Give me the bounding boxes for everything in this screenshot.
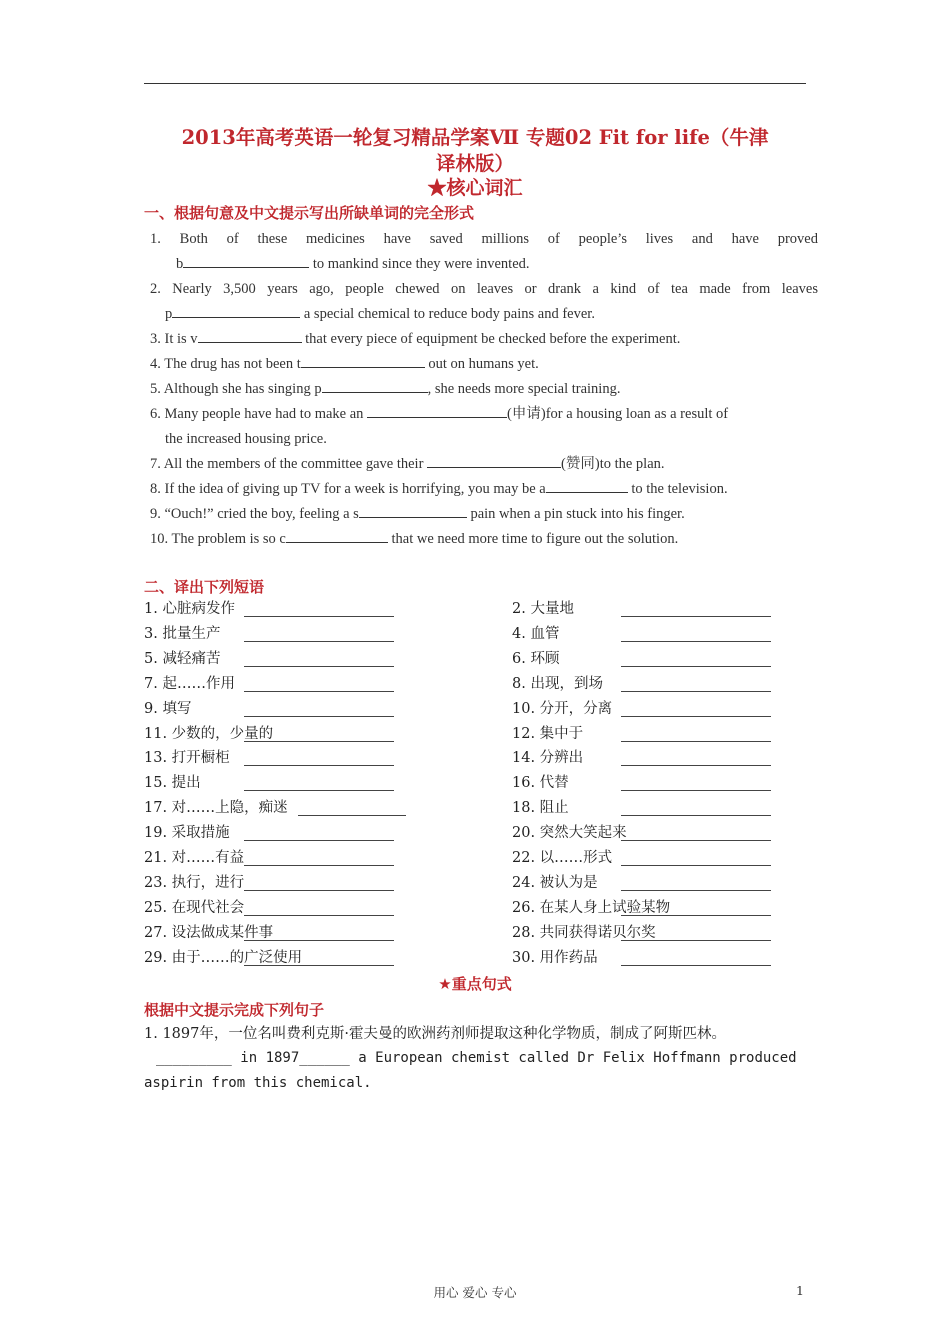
phrase-item-3: 3. 批量生产 — [144, 625, 221, 642]
phrase-item-30: 30. 用作药品 — [512, 949, 598, 966]
phrase-answer-line-1[interactable] — [244, 616, 394, 617]
item-text: 10. The problem is so c — [150, 531, 286, 547]
answer-blank[interactable] — [286, 528, 388, 543]
section-subtitle: ★核心词汇 — [427, 177, 523, 199]
document-title-line2: 译林版） — [435, 152, 514, 175]
phrase-answer-line-26[interactable] — [621, 915, 771, 916]
phrase-item-18: 18. 阻止 — [512, 800, 569, 817]
phrase-item-20: 20. 突然大笑起来 — [512, 825, 627, 842]
item-text: a special chemical to reduce body pains and fever. — [300, 306, 595, 322]
phrase-item-14: 14. 分辨出 — [512, 750, 584, 767]
item-text: 4. The drug has not been t — [150, 356, 301, 372]
exercise-item-2-cont — [165, 302, 595, 327]
phrase-answer-line-21[interactable] — [244, 865, 394, 866]
exercise-item-7 — [150, 452, 818, 477]
item-text: b — [176, 256, 184, 272]
phrase-item-19: 19. 采取措施 — [144, 825, 230, 842]
answer-blank[interactable] — [183, 253, 309, 268]
phrase-answer-line-8[interactable] — [621, 691, 771, 692]
phrase-answer-line-18[interactable] — [621, 815, 771, 816]
phrase-item-21: 21. 对……有益 — [144, 850, 245, 866]
exercise-item-6-cont: the increased housing price. — [165, 431, 327, 447]
answer-blank[interactable] — [322, 378, 428, 393]
phrase-answer-line-3[interactable] — [244, 641, 394, 642]
answer-blank[interactable] — [546, 478, 628, 493]
phrase-answer-line-10[interactable] — [621, 716, 771, 717]
phrase-answer-line-30[interactable] — [621, 965, 771, 966]
phrase-answer-line-7[interactable] — [244, 691, 394, 692]
phrase-item-1: 1. 心脏病发作 — [144, 601, 235, 617]
exercise-item-2: 2. Nearly 3,500 years ago, people chewed on leaves or drank a kind of tea made from leaves — [150, 281, 818, 297]
sentence-1-chinese: 1. 1897年，一位名叫费利克斯·霍夫曼的欧洲药剂师提取这种化学物质，制成了阿斯匹林。 — [144, 1026, 726, 1042]
section2-heading: 二、译出下列短语 — [144, 578, 265, 596]
item-text: 8. If the idea of giving up TV for a week is horrifying, you may be a — [150, 481, 546, 497]
phrase-answer-line-14[interactable] — [621, 765, 771, 766]
item-text: , she needs more special training. — [427, 381, 621, 397]
phrase-answer-line-15[interactable] — [244, 790, 394, 791]
phrase-item-6: 6. 环顾 — [512, 650, 560, 667]
exercise-item-1-cont — [176, 252, 530, 277]
phrase-item-28: 28. 共同获得诺贝尔奖 — [512, 924, 656, 941]
item-text: that we need more time to figure out the solution. — [387, 531, 679, 547]
exercise-item-9 — [150, 502, 818, 527]
item-text: 3. It is v — [150, 331, 198, 347]
phrase-item-12: 12. 集中于 — [512, 725, 584, 742]
exercise-item-1: 1. Both of these medicines have saved millions of people’s lives and have proved — [150, 231, 818, 247]
item-text: that every piece of equipment be checked before the experiment. — [301, 331, 681, 347]
section1-heading: 一、根据句意及中文提示写出所缺单词的完全形式 — [144, 204, 475, 222]
item-text: 9. “Ouch!” cried the boy, feeling a s — [150, 506, 359, 522]
item-text: (申请)for a housing loan as a result of — [507, 406, 729, 422]
item-text: 7. All the members of the committee gave their — [150, 456, 428, 472]
phrase-answer-line-2[interactable] — [621, 616, 771, 617]
exercise-item-10 — [150, 527, 818, 552]
phrase-item-11: 11. 少数的，少量的 — [144, 725, 274, 742]
section3-star-heading: ★重点句式 — [438, 975, 512, 993]
phrase-item-9: 9. 填写 — [144, 700, 192, 717]
answer-blank[interactable] — [198, 328, 302, 343]
phrase-answer-line-20[interactable] — [621, 840, 771, 841]
page-number: 1 — [796, 1283, 804, 1298]
phrase-item-29: 29. 由于……的广泛使用 — [144, 949, 303, 966]
phrase-item-10: 10. 分开，分离 — [512, 700, 613, 717]
section3-heading: 根据中文提示完成下列句子 — [144, 1001, 325, 1019]
phrase-item-15: 15. 提出 — [144, 775, 201, 792]
phrase-item-23: 23. 执行，进行 — [144, 874, 245, 891]
phrase-answer-line-17[interactable] — [298, 815, 406, 816]
phrase-item-22: 22. 以……形式 — [512, 850, 613, 866]
phrase-answer-line-27[interactable] — [244, 940, 394, 941]
item-text: out on humans yet. — [424, 356, 539, 372]
answer-blank[interactable] — [359, 503, 467, 518]
phrase-item-8: 8. 出现，到场 — [512, 675, 603, 692]
phrase-item-16: 16. 代替 — [512, 775, 569, 792]
item-text: p — [165, 306, 173, 322]
answer-blank[interactable] — [367, 403, 507, 418]
phrase-answer-line-16[interactable] — [621, 790, 771, 791]
exercise-item-6 — [150, 402, 818, 427]
phrase-answer-line-28[interactable] — [621, 940, 771, 941]
phrase-item-17: 17. 对……上隐，痴迷 — [144, 800, 288, 817]
phrase-answer-line-24[interactable] — [621, 890, 771, 891]
item-text: (赞同)to the plan. — [561, 456, 665, 472]
phrase-item-26: 26. 在某人身上试验某物 — [512, 899, 671, 916]
exercise-item-8 — [150, 477, 818, 502]
exercise-item-4 — [150, 352, 818, 377]
phrase-answer-line-9[interactable] — [244, 716, 394, 717]
item-text: pain when a pin stuck into his finger. — [466, 506, 685, 522]
phrase-item-7: 7. 起……作用 — [144, 675, 235, 692]
phrase-item-25: 25. 在现代社会 — [144, 899, 245, 916]
sentence-1-english-line2: aspirin from this chemical. — [144, 1075, 372, 1091]
exercise-item-3 — [150, 327, 818, 352]
phrase-item-2: 2. 大量地 — [512, 601, 574, 617]
answer-blank[interactable] — [172, 303, 300, 318]
page-footer: 用心 爱心 专心 — [433, 1285, 517, 1300]
item-text: to the television. — [627, 481, 728, 497]
phrase-item-24: 24. 被认为是 — [512, 874, 598, 891]
header-rule — [144, 83, 806, 84]
document-title-line1: 2013年高考英语一轮复习精品学案Ⅶ 专题02 Fit for life（牛津 — [181, 126, 769, 149]
phrase-item-4: 4. 血管 — [512, 625, 560, 642]
phrase-answer-line-12[interactable] — [621, 741, 771, 742]
phrase-answer-line-25[interactable] — [244, 915, 394, 916]
phrase-answer-line-11[interactable] — [244, 741, 394, 742]
phrase-answer-line-19[interactable] — [244, 840, 394, 841]
item-text: to mankind since they were invented. — [309, 256, 530, 272]
answer-blank[interactable] — [301, 353, 425, 368]
phrase-item-5: 5. 减轻痛苦 — [144, 650, 221, 667]
phrase-answer-line-23[interactable] — [244, 890, 394, 891]
phrase-answer-line-22[interactable] — [621, 865, 771, 866]
phrase-item-27: 27. 设法做成某件事 — [144, 924, 274, 941]
phrase-answer-line-5[interactable] — [244, 666, 394, 667]
answer-blank[interactable] — [427, 453, 561, 468]
phrase-item-13: 13. 打开橱柜 — [144, 750, 230, 767]
item-text: 6. Many people have had to make an — [150, 406, 368, 422]
phrase-answer-line-29[interactable] — [244, 965, 394, 966]
item-text: 5. Although she has singing p — [150, 381, 322, 397]
phrase-answer-line-6[interactable] — [621, 666, 771, 667]
sentence-1-english-line1: _________ in 1897______ a European chemist called Dr Felix Hoffmann produced — [156, 1050, 797, 1066]
phrase-answer-line-13[interactable] — [244, 765, 394, 766]
exercise-item-5 — [150, 377, 818, 402]
phrase-answer-line-4[interactable] — [621, 641, 771, 642]
